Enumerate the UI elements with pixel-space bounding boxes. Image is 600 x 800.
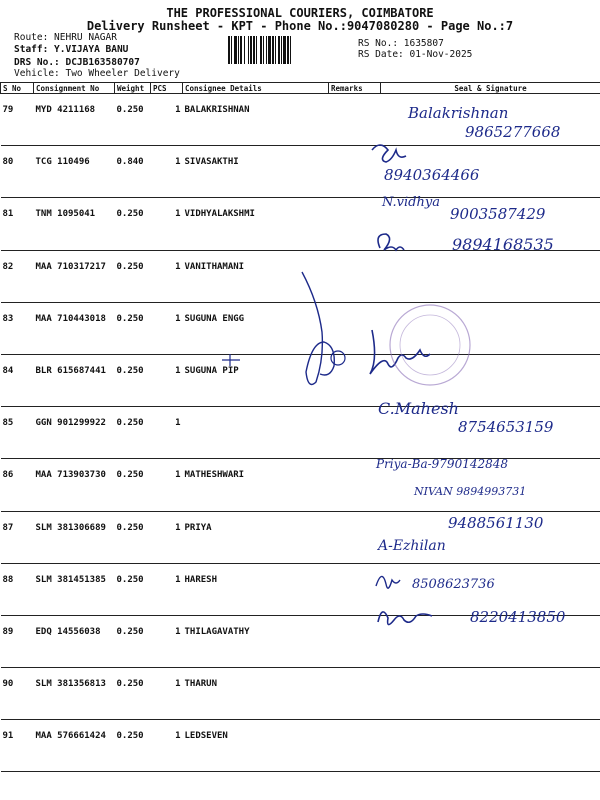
row-weight: 0.250 [115,668,151,720]
table-row [1,407,600,459]
row-remarks [329,354,381,406]
row-consignment: MYD 4211168 [34,94,115,146]
row-seal [381,511,600,563]
row-consignee: VANITHAMANI [183,250,329,302]
col-pcs: PCS [151,83,183,94]
staff-label: Staff: Y.VIJAYA BANU [14,44,129,55]
row-seal [381,668,600,720]
row-weight: 0.250 [115,94,151,146]
row-pcs: 1 [151,146,183,198]
row-consignee: THARUN [183,668,329,720]
row-sno: 87 [1,511,34,563]
table-row [1,459,600,511]
sig-r81-name: N.vidhya [382,195,440,210]
row-pcs: 1 [151,94,183,146]
row-consignee: VIDHYALAKSHMI [183,198,329,250]
row-consignee: BALAKRISHNAN [183,94,329,146]
row-pcs: 1 [151,302,183,354]
col-consignment: Consignment No [34,83,115,94]
row-seal [381,94,600,146]
row-seal [381,198,600,250]
row-consignment: SLM 381356813 [34,668,115,720]
row-consignment: MAA 710317217 [34,250,115,302]
row-sno: 85 [1,407,34,459]
row-weight: 0.250 [115,198,151,250]
row-sno: 86 [1,459,34,511]
row-weight: 0.250 [115,720,151,772]
row-weight: 0.250 [115,511,151,563]
col-sno: S No [1,83,34,94]
row-weight: 0.250 [115,459,151,511]
sig-r86-name: C.Mahesh [378,399,459,418]
table-row [1,615,600,667]
row-seal [381,250,600,302]
route-label: Route: NEHRU NAGAR [14,32,117,43]
runsheet-table [0,82,600,772]
row-sno: 91 [1,720,34,772]
row-consignment: GGN 901299922 [34,407,115,459]
row-sno: 90 [1,668,34,720]
table-header-row [1,83,600,94]
sig-r87-text: Priya-Ba-9790142848 [376,457,509,471]
row-consignment: SLM 381306689 [34,511,115,563]
row-sno: 84 [1,354,34,406]
row-consignment: SLM 381451385 [34,563,115,615]
row-seal [381,615,600,667]
row-consignee: MATHESHWARI [183,459,329,511]
row-pcs: 1 [151,459,183,511]
row-consignee: SIVASAKTHI [183,146,329,198]
row-consignee: SUGUNA ENGG [183,302,329,354]
row-consignment: MAA 713903730 [34,459,115,511]
row-sno: 82 [1,250,34,302]
row-consignee [183,407,329,459]
row-pcs: 1 [151,563,183,615]
sig-r86-phone: 8754653159 [458,418,554,436]
table-row [1,511,600,563]
row-consignee: PRIYA [183,511,329,563]
sig-r91-phone: 8220413850 [470,608,566,626]
row-remarks [329,720,381,772]
row-pcs: 1 [151,668,183,720]
row-consignment: BLR 615687441 [34,354,115,406]
row-sno: 79 [1,94,34,146]
row-consignment: MAA 576661424 [34,720,115,772]
row-seal [381,459,600,511]
col-consignee: Consignee Details [183,83,329,94]
col-remarks: Remarks [329,83,381,94]
row-remarks [329,250,381,302]
row-sno: 88 [1,563,34,615]
row-pcs: 1 [151,720,183,772]
row-weight: 0.250 [115,302,151,354]
row-remarks [329,615,381,667]
sig-r79-name: Balakrishnan [408,104,509,122]
table-row [1,146,600,198]
table-row [1,354,600,406]
table-row [1,198,600,250]
row-remarks [329,94,381,146]
table-row [1,668,600,720]
row-remarks [329,459,381,511]
row-consignment: EDQ 14556038 [34,615,115,667]
row-pcs: 1 [151,407,183,459]
row-consignee: THILAGAVATHY [183,615,329,667]
table-row [1,720,600,772]
row-seal [381,302,600,354]
row-sno: 81 [1,198,34,250]
row-pcs: 1 [151,511,183,563]
row-remarks [329,563,381,615]
row-consignee: LEDSEVEN [183,720,329,772]
table-row [1,563,600,615]
row-sno: 83 [1,302,34,354]
row-pcs: 1 [151,198,183,250]
row-seal [381,146,600,198]
table-row [1,94,600,146]
company-title: THE PROFESSIONAL COURIERS, COIMBATORE [166,6,434,20]
row-pcs: 1 [151,615,183,667]
vehicle-label: Vehicle: Two Wheeler Delivery [14,68,180,79]
row-weight: 0.250 [115,563,151,615]
row-consignment: TNM 1095041 [34,198,115,250]
row-pcs: 1 [151,250,183,302]
row-seal [381,354,600,406]
row-remarks [329,407,381,459]
sig-r82-phone: 9894168535 [452,235,554,254]
runsheet-subtitle: Delivery Runsheet - KPT - Phone No.:9047080280 - Page No.:7 [86,19,514,33]
row-weight: 0.840 [115,146,151,198]
row-weight: 0.250 [115,407,151,459]
drs-number: DRS No.: DCJB163580707 [14,57,140,68]
sig-r81-phone: 9003587429 [450,205,546,223]
sig-r79-phone: 9865277668 [465,123,561,141]
row-sno: 80 [1,146,34,198]
row-weight: 0.250 [115,354,151,406]
rs-date: RS Date: 01-Nov-2025 [358,49,473,60]
sig-r90-phone: 8508623736 [412,577,495,592]
row-remarks [329,198,381,250]
row-remarks [329,668,381,720]
row-weight: 0.250 [115,615,151,667]
row-remarks [329,146,381,198]
row-sno: 89 [1,615,34,667]
table-row [1,302,600,354]
barcode [228,36,352,64]
row-consignee: HARESH [183,563,329,615]
table-row [1,250,600,302]
row-consignment: MAA 710443018 [34,302,115,354]
sig-r89-phone: 9488561130 [448,514,544,532]
row-remarks [329,302,381,354]
sig-r89-name: A-Ezhilan [378,538,446,554]
sig-r88-text: NIVAN 9894993731 [414,485,527,498]
rs-number: RS No.: 1635807 [358,38,444,49]
row-weight: 0.250 [115,250,151,302]
row-seal [381,563,600,615]
row-consignment: TCG 110496 [34,146,115,198]
col-weight: Weight [115,83,151,94]
col-seal: Seal & Signature [381,83,600,94]
row-remarks [329,511,381,563]
row-pcs: 1 [151,354,183,406]
row-seal [381,720,600,772]
row-consignee: SUGUNA PIP [183,354,329,406]
row-seal [381,407,600,459]
sig-r80-phone: 8940364466 [384,166,480,184]
